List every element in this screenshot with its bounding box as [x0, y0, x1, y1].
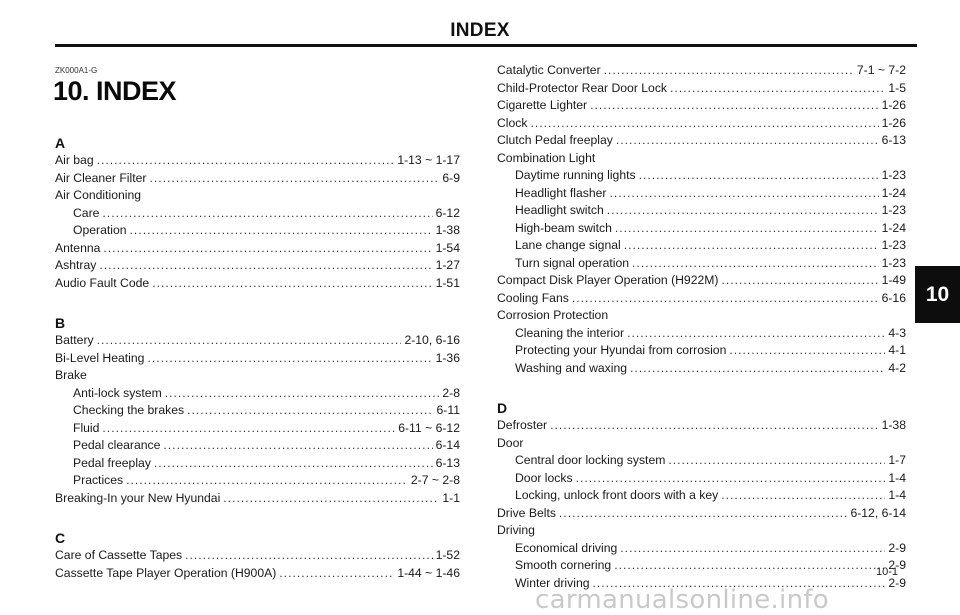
- index-subentry[interactable]: Central door locking system ..... 1-7: [497, 452, 906, 470]
- index-entry[interactable]: Battery ..... 2-10, 6-16: [55, 332, 460, 350]
- left-index-column: [55, 130, 460, 582]
- index-subentry[interactable]: High-beam switch ..... 1-24: [497, 220, 906, 238]
- index-entry[interactable]: Clutch Pedal freeplay ..... 6-13: [497, 132, 906, 150]
- page-header-title: INDEX: [450, 20, 510, 41]
- index-entry[interactable]: Compact Disk Player Operation (H922M) ..... 1-49: [497, 272, 906, 290]
- index-entry[interactable]: Audio Fault Code ..... 1-51: [55, 275, 460, 293]
- index-subentry[interactable]: Washing and waxing ..... 4-2: [497, 360, 906, 378]
- index-entry[interactable]: Cassette Tape Player Operation (H900A) ..... 1-44 ~ 1-46: [55, 565, 460, 583]
- index-entry[interactable]: Drive Belts ..... 6-12, 6-14: [497, 505, 906, 523]
- index-heading: Door: [497, 435, 524, 450]
- index-subentry[interactable]: Turn signal operation ..... 1-23: [497, 255, 906, 273]
- index-subentry[interactable]: Anti-lock system ..... 2-8: [55, 385, 460, 403]
- index-subentry[interactable]: Economical driving ..... 2-9: [497, 540, 906, 558]
- chapter-tab[interactable]: 10: [915, 266, 960, 323]
- section-letter-a: A: [55, 135, 66, 151]
- index-entry[interactable]: Breaking-In your New Hyundai ..... 1-1: [55, 490, 460, 508]
- section-c-entries: [55, 547, 460, 582]
- index-heading: Brake: [55, 368, 87, 382]
- index-subentry[interactable]: Protecting your Hyundai from corrosion ..... 4-1: [497, 342, 906, 360]
- index-heading: Corrosion Protection: [497, 308, 609, 322]
- index-subentry[interactable]: Headlight flasher ..... 1-24: [497, 185, 906, 203]
- section-letter-c: C: [55, 530, 66, 546]
- index-heading: Air Conditioning: [55, 188, 142, 202]
- section-letter-d: D: [497, 400, 508, 416]
- index-entry[interactable]: Air bag ..... 1-13 ~ 1-17: [55, 152, 460, 170]
- section-d-entries: [497, 417, 906, 592]
- index-subentry[interactable]: Practices ..... 2-7 ~ 2-8: [55, 472, 460, 490]
- index-subentry[interactable]: Checking the brakes ..... 6-11: [55, 402, 460, 420]
- index-subentry[interactable]: Care ..... 6-12: [55, 205, 460, 223]
- index-entry[interactable]: Bi-Level Heating ..... 1-36: [55, 350, 460, 368]
- index-subentry[interactable]: Door locks ..... 1-4: [497, 470, 906, 488]
- index-subentry[interactable]: Winter driving ..... 2-9: [497, 575, 906, 593]
- index-subentry[interactable]: Fluid ..... 6-11 ~ 6-12: [55, 420, 460, 438]
- index-subentry[interactable]: Pedal clearance ..... 6-14: [55, 437, 460, 455]
- index-entry[interactable]: Clock ..... 1-26: [497, 115, 906, 133]
- index-subentry[interactable]: Locking, unlock front doors with a key ..... 1-4: [497, 487, 906, 505]
- index-subentry[interactable]: Cleaning the interior ..... 4-3: [497, 325, 906, 343]
- index-entry[interactable]: Child-Protector Rear Door Lock ..... 1-5: [497, 80, 906, 98]
- index-entry[interactable]: Cooling Fans ..... 6-16: [497, 290, 906, 308]
- header-rule: [55, 44, 917, 47]
- index-entry[interactable]: Cigarette Lighter ..... 1-26: [497, 97, 906, 115]
- index-subentry[interactable]: Smooth cornering ..... 2-9: [497, 557, 906, 575]
- index-subentry[interactable]: Lane change signal ..... 1-23: [497, 237, 906, 255]
- section-a-entries: [55, 152, 460, 292]
- section-b-entries: [55, 332, 460, 507]
- right-index-column: [497, 62, 906, 592]
- section-letter-b: B: [55, 315, 66, 331]
- index-heading: Combination Light: [497, 150, 596, 165]
- chapter-title: 10. INDEX: [53, 76, 177, 106]
- section-code: ZK000A1-G: [55, 66, 98, 75]
- watermark: carmanualsonline.info: [535, 585, 830, 615]
- index-subentry[interactable]: Pedal freeplay ..... 6-13: [55, 455, 460, 473]
- index-subentry[interactable]: Operation ..... 1-38: [55, 222, 460, 240]
- index-entry[interactable]: Air Cleaner Filter ..... 6-9: [55, 170, 460, 188]
- index-subentry[interactable]: Headlight switch ..... 1-23: [497, 202, 906, 220]
- section-c-continued-entries: [497, 62, 906, 377]
- index-entry[interactable]: Defroster ..... 1-38: [497, 417, 906, 435]
- page-number: 10-1: [876, 566, 899, 578]
- index-subentry[interactable]: Daytime running lights ..... 1-23: [497, 167, 906, 185]
- index-heading: Driving: [497, 523, 535, 537]
- index-entry[interactable]: Care of Cassette Tapes ..... 1-52: [55, 547, 460, 565]
- index-entry[interactable]: Antenna ..... 1-54: [55, 240, 460, 258]
- index-entry[interactable]: Catalytic Converter ..... 7-1 ~ 7-2: [497, 62, 906, 80]
- index-entry[interactable]: Ashtray ..... 1-27: [55, 257, 460, 275]
